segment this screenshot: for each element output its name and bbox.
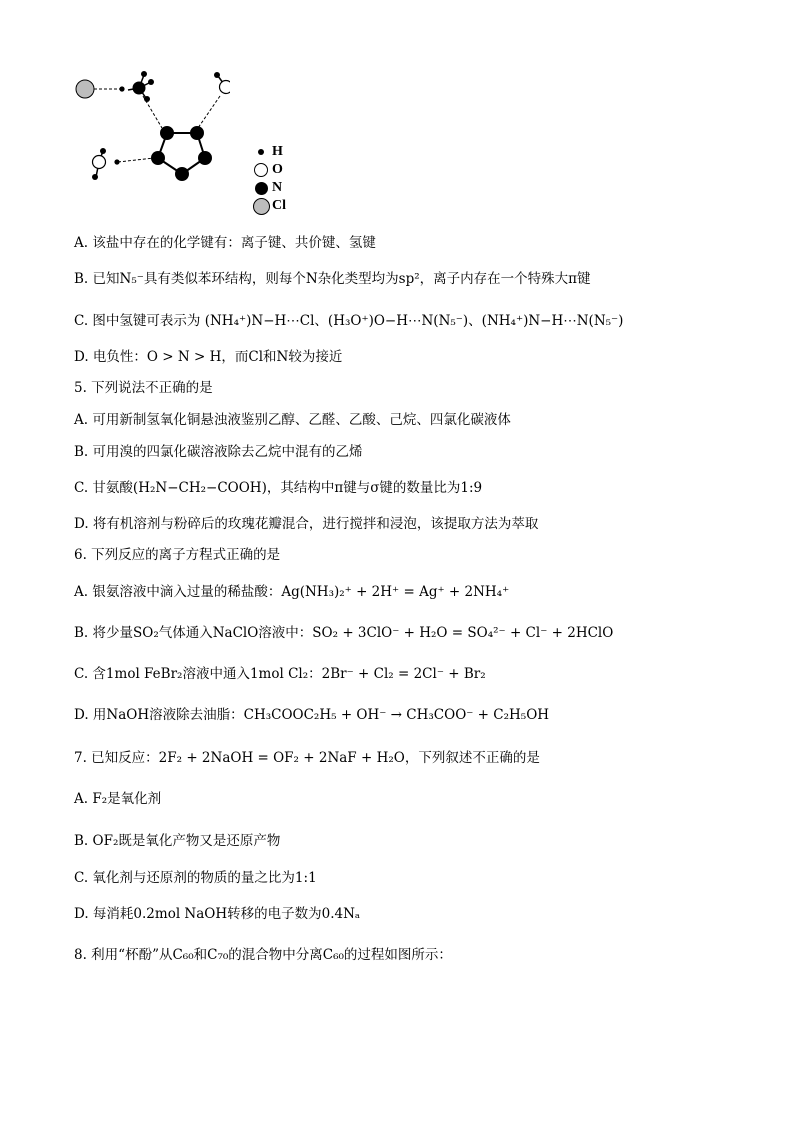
legend-item-h: H — [250, 143, 286, 161]
legend-item-cl: Cl — [250, 197, 286, 215]
option-b-q5: B. 可用溴的四氯化碳溶液除去乙烷中混有的乙烯 — [74, 444, 363, 460]
option-c-q7: C. 氧化剂与还原剂的物质的量之比为1:1 — [74, 870, 317, 886]
option-c-q5: C. 甘氨酸(H₂N−CH₂−COOH)，其结构中π键与σ键的数量比为1:9 — [74, 480, 483, 496]
question-7: 7. 已知反应：2F₂ + 2NaOH = OF₂ + 2NaF + H₂O，下列叙述不正确的是 — [74, 750, 540, 766]
molecule-diagram — [70, 66, 230, 184]
option-d-q7: D. 每消耗0.2mol NaOH转移的电子数为0.4Nₐ — [74, 906, 361, 922]
legend-item-n: N — [250, 179, 286, 197]
black-circle-icon — [255, 182, 268, 195]
option-a-q5: A. 可用新制氢氧化铜悬浊液鉴别乙醇、乙醛、乙酸、己烷、四氯化碳液体 — [74, 412, 511, 428]
option-a-q4: A. 该盐中存在的化学键有：离子键、共价键、氢键 — [74, 235, 376, 251]
gray-circle-icon — [253, 198, 270, 215]
option-c-q6: C. 含1mol FeBr₂溶液中通入1mol Cl₂：2Br⁻ + Cl₂ = 2Cl⁻ + Br₂ — [74, 666, 486, 682]
white-circle-icon — [254, 163, 268, 177]
option-b-q4: B. 已知N₅⁻具有类似苯环结构，则每个N杂化类型均为sp²，离子内存在一个特殊大π键 — [74, 271, 591, 287]
option-a-q6: A. 银氨溶液中滴入过量的稀盐酸：Ag(NH₃)₂⁺ + 2H⁺ = Ag⁺ + 2NH₄⁺ — [74, 584, 510, 600]
molecule-figure — [70, 66, 230, 188]
option-a-q7: A. F₂是氧化剂 — [74, 791, 162, 807]
question-5: 5. 下列说法不正确的是 — [74, 380, 213, 396]
legend-item-o: O — [250, 161, 286, 179]
option-c-q4: C. 图中氢键可表示为 (NH₄⁺)N−H⋯Cl、(H₃O⁺)O−H⋯N(N₅⁻)、(NH₄⁺)N−H⋯N(N₅⁻) — [74, 313, 624, 329]
option-b-q7: B. OF₂既是氧化产物又是还原产物 — [74, 833, 281, 849]
question-8: 8. 利用“杯酚”从C₆₀和C₇₀的混合物中分离C₆₀的过程如图所示： — [74, 947, 452, 963]
option-d-q5: D. 将有机溶剂与粉碎后的玫瑰花瓣混合，进行搅拌和浸泡，该提取方法为萃取 — [74, 516, 539, 532]
question-6: 6. 下列反应的离子方程式正确的是 — [74, 547, 281, 563]
option-d-q6: D. 用NaOH溶液除去油脂：CH₃COOC₂H₅ + OH⁻ → CH₃COO⁻ + C₂H₅OH — [74, 707, 550, 723]
small-black-dot-icon — [258, 149, 264, 155]
option-b-q6: B. 将少量SO₂气体通入NaClO溶液中：SO₂ + 3ClO⁻ + H₂O = SO₄²⁻ + Cl⁻ + 2HClO — [74, 625, 614, 641]
legend — [250, 143, 286, 215]
option-d-q4: D. 电负性：O > N > H，而Cl和N较为接近 — [74, 349, 343, 365]
